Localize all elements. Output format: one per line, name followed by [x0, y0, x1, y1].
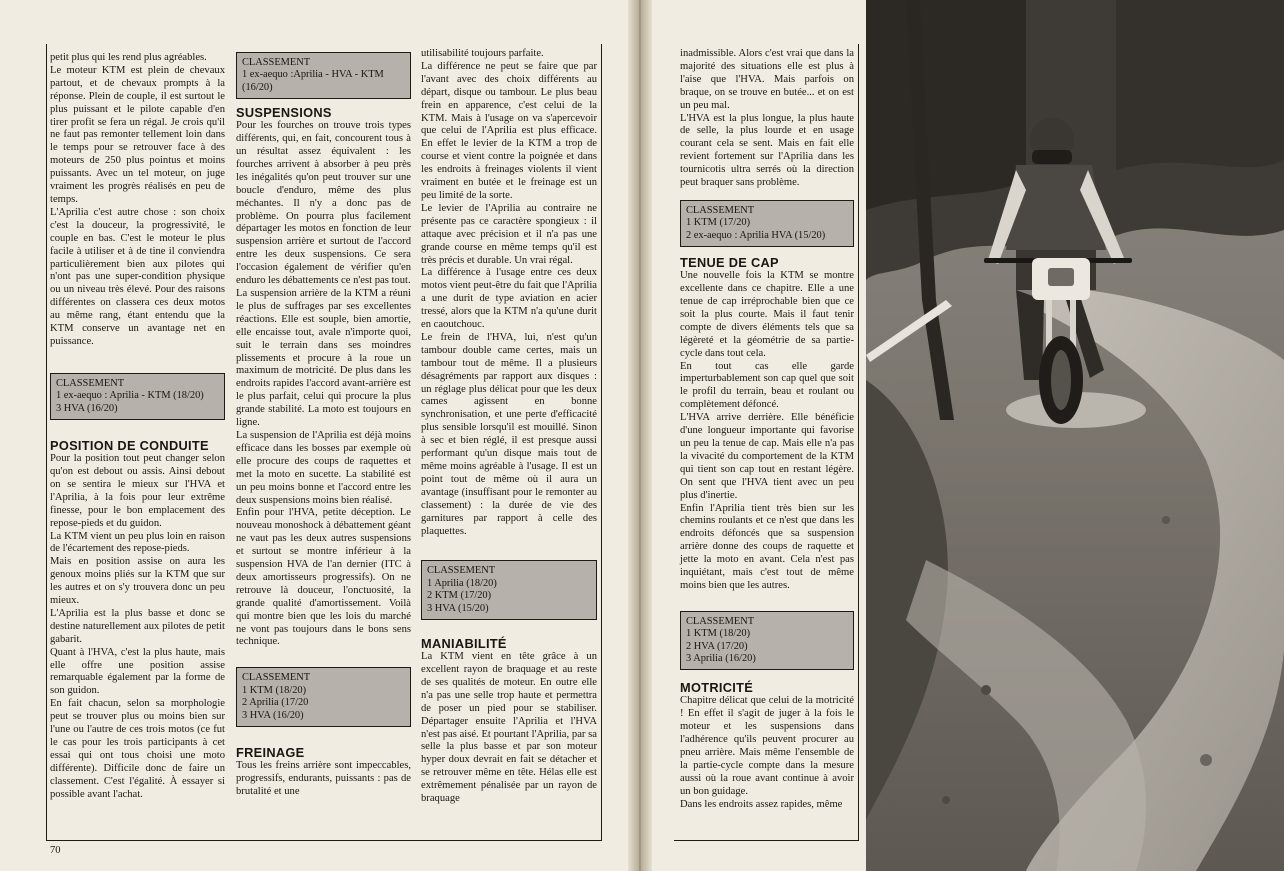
book-gutter [628, 0, 652, 871]
paragraph: La différence à l'usage entre ces deux motos vient peut-être du fait que l'Aprilia a une durit de type aviation en acier tressé, alors que la KTM n'a qu'une durit en caoutchouc. [421, 267, 597, 331]
paragraph: Quant à l'HVA, c'est la plus haute, mais elle offre une position assise remarquable également par la forme de son guidon. [50, 646, 225, 697]
classement-box [680, 200, 854, 247]
paragraph: En fait chacun, selon sa morphologie peut se trouver plus ou moins bien sur l'une ou l'autre de ces trois motos (ce fut le cas pour les trois participants à cet essai qui ont tous choisi une moto différente). Difficile donc de faire un classement. C'est l'égalité. À essayer si possible avant l'achat. [50, 698, 225, 800]
section-heading: TENUE DE CAP [680, 255, 779, 271]
classement-line: 1 ex-aequo :Aprilia - HVA - KTM [242, 69, 384, 81]
classement-line: 3 HVA (16/20) [56, 402, 118, 414]
classement-box [680, 611, 854, 671]
classement-line: 3 HVA (16/20) [242, 709, 304, 721]
section-heading: POSITION DE CONDUITE [50, 438, 209, 454]
enduro-rider-photo [866, 0, 1284, 871]
paragraph: Mais en position assise on aura les genoux moins pliés sur la KTM que sur les autres et on s'y trouvera donc un peu mieux. [50, 556, 225, 607]
classement-line: 2 ex-aequo : Aprilia HVA (15/20) [686, 229, 826, 241]
classement-line: 2 HVA (17/20) [686, 640, 748, 652]
section-heading: FREINAGE [236, 745, 305, 760]
section-heading: SUSPENSIONS [236, 105, 332, 121]
frame-rule-right [601, 44, 602, 840]
classement-title: CLASSEMENT [56, 377, 125, 389]
classement-box [50, 373, 225, 420]
photo-illustration [866, 0, 1284, 871]
classement-title: CLASSEMENT [686, 204, 755, 216]
paragraph: Enfin l'Aprilia tient très bien sur les chemins roulants et ce n'est que dans les endroits défoncés que sa suspension arrière donne des coups de raquette et jette la moto en avant. Cela n'est pas inquiétant, mais c'est tout de même moins bien que les autres. [680, 502, 854, 591]
paragraph: En tout cas elle garde imperturbablement son cap quel que soit le profil du terrain, beau et roulant ou complètement défoncé. [680, 360, 854, 411]
frame-rule-bottom [46, 840, 602, 841]
classement-line: (16/20) [242, 81, 273, 93]
paragraph: Pour les fourches on trouve trois types différents, qui, en fait, concourent tous à un résultat assez équivalent : les fourches arrivent à absorber à peu près les inégalités qu'on peut trouver sur une boucle d'enduro, même des plus méchantes. Il n'y a donc pas de problème. On pourra plus facilement départager les motos en fonction de leur suspension arrière et surtout de l'accord entre les deux suspensions. Ce sera l'occasion également de vérifier qu'en enduro les débattements ce n'est pas tout. [236, 120, 411, 287]
page-number: 70 [50, 845, 61, 856]
paragraph: La KTM vient en tête grâce à un excellent rayon de braquage et au reste de ses qualités de moteur. En outre elle n'a pas une selle trop haute et permettra de poser un pied pour se stabiliser. Départager ensuite l'Aprilia et l'HVA n'est pas aisé. Et pourtant l'Aprilia, par sa selle la plus basse et par son moteur hyper doux devrait en fait se détacher et se retrouver même en tête. Hélas elle est extrêmement pénalisée par un rayon de braquage [421, 651, 597, 805]
paragraph: La KTM vient un peu plus loin en raison de l'écartement des repose-pieds. [50, 530, 225, 555]
classement-box [236, 52, 411, 99]
classement-line: 2 Aprilia (17/20 [242, 697, 309, 709]
paragraph: L'HVA est la plus longue, la plus haute de selle, la plus lourde et en usage courant cela se sent. Mais en fait elle revient fortement sur l'Aprilia dans les tournicotis ultra serrés où la direction peut braquer sans problème. [680, 112, 854, 189]
frame-rule-right-page [858, 44, 859, 840]
column-4 [680, 48, 854, 812]
classement-line: 2 KTM (17/20) [427, 590, 492, 602]
classement-line: 1 ex-aequo : Aprilia - KTM (18/20) [56, 390, 204, 402]
classement-title: CLASSEMENT [686, 615, 755, 627]
paragraph: inadmissible. Alors c'est vrai que dans la majorité des situations elle est plus à l'aise que l'HVA. Mais parfois on braque, on se trouve en butée... et on est un peu mal. [680, 48, 854, 111]
classement-line: 1 KTM (17/20) [686, 217, 751, 229]
paragraph: Dans les endroits assez rapides, même [680, 798, 843, 810]
column-3 [421, 48, 597, 806]
classement-box [236, 667, 411, 727]
section-heading: MANIABILITÉ [421, 636, 507, 652]
paragraph: L'HVA arrive derrière. Elle bénéficie d'une longueur importante qui favorise un peu la tenue de cap. Mais elle n'a pas la vivacité du comportement de la KTM qui tient son cap tout en restant légère. On sent que l'HVA tient avec un peu plus d'inertie. [680, 412, 854, 501]
frame-rule-left [46, 44, 47, 840]
paragraph: utilisabilité toujours parfaite. [421, 48, 544, 59]
classement-title: CLASSEMENT [242, 672, 311, 684]
paragraph: Enfin pour l'HVA, petite déception. Le nouveau monoshock à débattement géant ne vaut pas les deux autres suspensions et surtout se montre inférieur à la suspension HVA de l'an dernier (ITC à deux amortisseurs progressifs). On ne retrouve là douceur, l'onctuosité, la grande qualité d'amortissement. Voilà qui montre bien que les lois du marché ne vont pas toujours dans le bons sens technique. [236, 507, 411, 648]
paragraph: Une nouvelle fois la KTM se montre excellente dans ce chapitre. Elle a une tenue de cap irréprochable bien que ce soit la plus courte. Mais il faut tenir compte de divers éléments tels que sa légèreté et la géométrie de sa partie-cycle dans tout cela. [680, 270, 854, 359]
paragraph: La différence ne peut se faire que par l'avant avec des choix différents au départ, disque ou tambour. Le plus beau frein en apparence, c'est celui de la KTM. Mais à l'usage on va s'apercevoir que celui de l'Aprilia est plus efficace. En effet le levier de la KTM a trop de course et vient contre la poignée et dans les endroits à freinages violents il vient vraiment en butée et le freinage est un peu limité de la sorte. [421, 60, 597, 201]
paragraph: Le frein de l'HVA, lui, n'est qu'un tambour double came certes, mais un tambour tout de même. Il a plusieurs désagréments par rapport aux disques : un réglage plus délicat pour que les deux cames agissent en bonne synchronisation, et une perte d'efficacité plus sensible lorsqu'il est mouillé. Sinon à sec et bien réglé, il est presque aussi performant qu'un disque mais tout de même moins agréable à l'usage. Il est un point tout de même où il aura un avantage (insuffisant pour le remonter au classement) : la durée de vie des garnitures par rapport à celle des plaquettes. [421, 331, 597, 537]
column-1 [50, 52, 225, 802]
paragraph: Le moteur KTM est plein de chevaux partout, et de chevaux prompts à la réponse. Plein de couple, il est surtout le plus puissant et le pilote capable d'en tirer profit se fera un régal. Je crois qu'il ne faut pas remonter tellement loin dans le temps pour se retrouver face à des moteurs de 250 plus pointus et moins puissants. Avec un tel moteur, on juge vraiment les progrès réalisés en peu de temps. [50, 64, 225, 205]
section-heading: MOTRICITÉ [680, 680, 754, 696]
paragraph: petit plus qui les rend plus agréables. [50, 52, 207, 63]
classement-line: 3 HVA (15/20) [427, 602, 489, 614]
classement-line: 1 Aprilia (18/20) [427, 577, 497, 589]
frame-rule-bottom-right [674, 840, 859, 841]
paragraph: L'Aprilia est la plus basse et donc se destine naturellement aux pilotes de petit gabarit. [50, 607, 225, 645]
classement-line: 3 Aprilia (16/20) [686, 653, 756, 665]
paragraph: Tous les freins arrière sont impeccables, progressifs, endurants, puissants : pas de brutalité et une [236, 760, 411, 797]
paragraph: Pour la position tout peut changer selon qu'on est debout ou assis. Ainsi debout on se sentira le mieux sur l'HVA et l'Aprilia, à la fois pour leur extrême finesse, pour le bon emplacement des repose-pieds et du guidon. [50, 453, 225, 529]
column-2 [236, 52, 411, 799]
classement-title: CLASSEMENT [242, 57, 311, 68]
paragraph: Le levier de l'Aprilia au contraire ne présente pas ce caractère spongieux : il attaque avec précision et il n'a pas une grande course en même temps qu'il est très précis et durable. Un vrai régal. [421, 202, 597, 266]
classement-line: 1 KTM (18/20) [242, 684, 307, 696]
paragraph: L'Aprilia c'est autre chose : son choix c'est la douceur, la progressivité, le couple en bas. C'est le moteur le plus facile à utiliser et à de tine il conviendra particulièrement bien aux pilotes qui n'ont pas une super-condition physique ou un niveau très élevé. Pour des raisons différentes on classera ces deux motos au même rang, étant entendu que la KTM conserve un avantage net en puissance. [50, 206, 225, 347]
classement-title: CLASSEMENT [427, 565, 496, 577]
paragraph: Chapitre délicat que celui de la motricité ! En effet il s'agit de juger à la fois le moteur et les suspensions dans l'adhérence qu'ils peuvent procurer au pneu arrière. Mais même l'ensemble de la partie-cycle compte dans la mesure aussi où la roue avant continue à avoir un bon guidage. [680, 695, 854, 797]
classement-box [421, 560, 597, 620]
classement-line: 1 KTM (18/20) [686, 628, 751, 640]
paragraph: La suspension de l'Aprilia est déjà moins efficace dans les bosses par exemple où elle procure des coups de raquettes et met la moto en sucette. La stabilité est un peu moins bonne et l'accord entre les deux suspensions moins bien réalisé. [236, 429, 411, 506]
paragraph: La suspension arrière de la KTM a réuni le plus de suffrages par ses excellentes réactions. Elle est souple, bien amortie, elle encaisse tout, avale n'importe quoi, suit le terrain dans ses moindres plissements et procure à la roue un maximum de motricité. De plus dans les endroits rapides l'accord avant-arrière est le plus parfait, celui qui procure la plus grande stabilité. La moto est toujours en ligne. [236, 288, 411, 429]
